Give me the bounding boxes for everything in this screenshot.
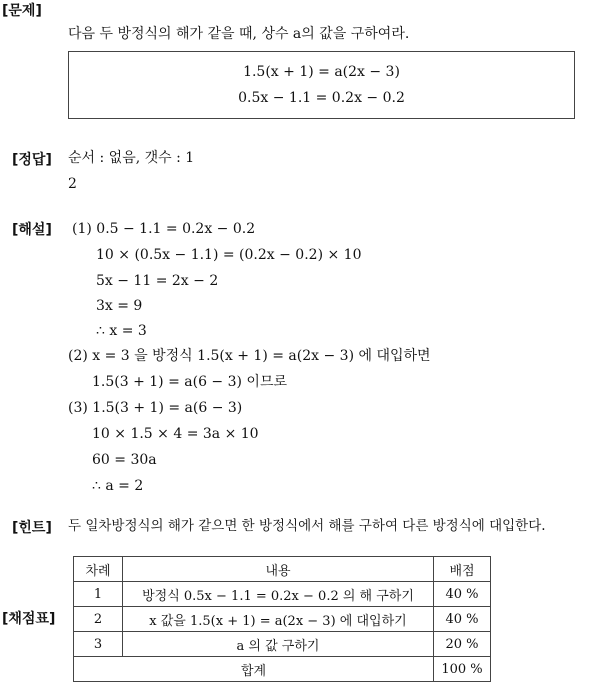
solution-line: 60 = 30a bbox=[92, 452, 157, 468]
hint-tag: [힌트] bbox=[12, 520, 52, 536]
table-row bbox=[74, 632, 491, 657]
solution-tag: [해설] bbox=[12, 222, 52, 238]
header-order: 차례 bbox=[74, 557, 123, 582]
solution-line: ∴ x = 3 bbox=[96, 323, 147, 339]
equation-2: 0.5x − 1.1 = 0.2x − 0.2 bbox=[238, 90, 405, 106]
solution-line: 1.5(3 + 1) = a(6 − 3) 이므로 bbox=[92, 374, 288, 390]
problem-question: 다음 두 방정식의 해가 같을 때, 상수 a의 값을 구하여라. bbox=[68, 26, 410, 42]
solution-line: (1) 0.5 − 1.1 = 0.2x − 0.2 bbox=[72, 221, 256, 237]
answer-line-1: 순서 : 없음, 갯수 : 1 bbox=[68, 150, 195, 166]
row-points: 20 % bbox=[434, 632, 491, 657]
table-row bbox=[74, 607, 491, 632]
equation-1: 1.5(x + 1) = a(2x − 3) bbox=[243, 64, 400, 80]
row-points: 40 % bbox=[434, 607, 491, 632]
total-value: 100 % bbox=[434, 657, 491, 682]
problem-tag: [문제] bbox=[2, 3, 42, 19]
row-order: 3 bbox=[74, 632, 123, 657]
row-points: 40 % bbox=[434, 582, 491, 607]
row-content: 방정식 0.5x − 1.1 = 0.2x − 0.2 의 해 구하기 bbox=[123, 582, 434, 607]
answer-tag: [정답] bbox=[12, 152, 52, 168]
solution-line: 10 × (0.5x − 1.1) = (0.2x − 0.2) × 10 bbox=[96, 247, 362, 263]
table-header-row bbox=[74, 557, 491, 582]
row-order: 2 bbox=[74, 607, 123, 632]
row-order: 1 bbox=[74, 582, 123, 607]
row-content: x 값을 1.5(x + 1) = a(2x − 3) 에 대입하기 bbox=[123, 607, 434, 632]
scoring-table bbox=[73, 556, 491, 682]
solution-line: 10 × 1.5 × 4 = 3a × 10 bbox=[92, 426, 259, 442]
solution-line: (3) 1.5(3 + 1) = a(6 − 3) bbox=[68, 400, 243, 416]
solution-line: ∴ a = 2 bbox=[92, 478, 144, 494]
table-row bbox=[74, 582, 491, 607]
row-content: a 의 값 구하기 bbox=[123, 632, 434, 657]
header-points: 배점 bbox=[434, 557, 491, 582]
solution-line: (2) x = 3 을 방정식 1.5(x + 1) = a(2x − 3) 에 대입하면 bbox=[68, 348, 431, 364]
solution-line: 5x − 11 = 2x − 2 bbox=[96, 273, 219, 289]
equation-box bbox=[68, 51, 575, 119]
solution-line: 3x = 9 bbox=[96, 298, 143, 314]
table-total-row bbox=[74, 657, 491, 682]
total-label: 합계 bbox=[74, 657, 434, 682]
hint-text: 두 일차방정식의 해가 같으면 한 방정식에서 해를 구하여 다른 방정식에 대입한다. bbox=[68, 518, 546, 534]
scoring-tag: [채점표] bbox=[2, 611, 56, 627]
header-content: 내용 bbox=[123, 557, 434, 582]
answer-line-2: 2 bbox=[68, 176, 77, 192]
